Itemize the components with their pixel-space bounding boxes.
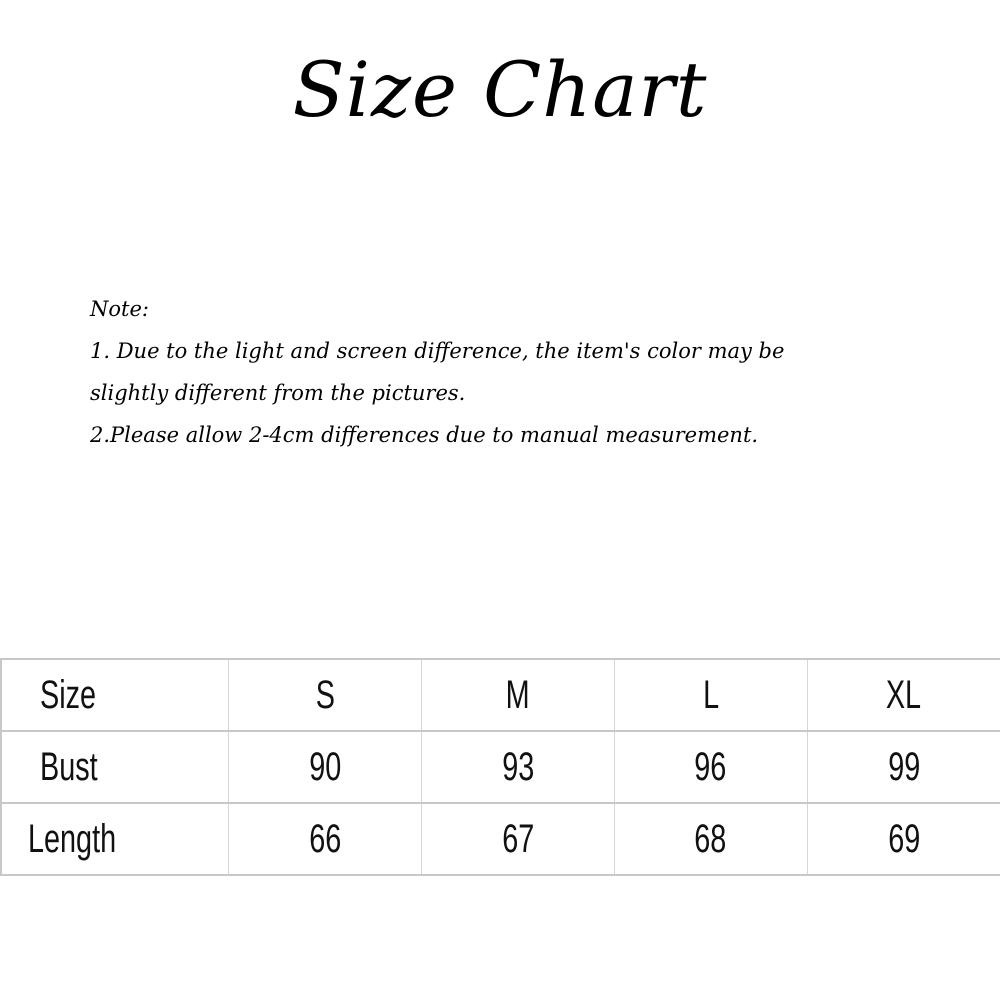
note-item-1-line-1: 1. Due to the light and screen difference, the item's color may be [90,339,785,363]
row-label-length: Length [1,803,229,875]
cell-bust-s: 90 [229,731,422,803]
cell-bust-l: 96 [614,731,807,803]
cell-length-l: 68 [614,803,807,875]
header-cell-size-label: Size [1,659,229,731]
header-cell-s: S [229,659,422,731]
table-row-bust [1,731,1000,803]
notes-block [90,288,990,456]
size-table [0,658,1000,876]
table-header-row [1,659,1000,731]
cell-bust-m: 93 [421,731,614,803]
table-row-length [1,803,1000,875]
header-cell-l: L [614,659,807,731]
cell-length-m: 67 [421,803,614,875]
notes-heading: Note: [90,297,149,321]
page-title: Size Chart [292,45,708,134]
header-cell-xl: XL [807,659,1000,731]
header-cell-m: M [421,659,614,731]
note-item-2: 2.Please allow 2-4cm differences due to manual measurement. [90,423,759,447]
cell-length-xl: 69 [807,803,1000,875]
cell-bust-xl: 99 [807,731,1000,803]
note-item-1-line-2: slightly different from the pictures. [90,381,466,405]
row-label-bust: Bust [1,731,229,803]
cell-length-s: 66 [229,803,422,875]
